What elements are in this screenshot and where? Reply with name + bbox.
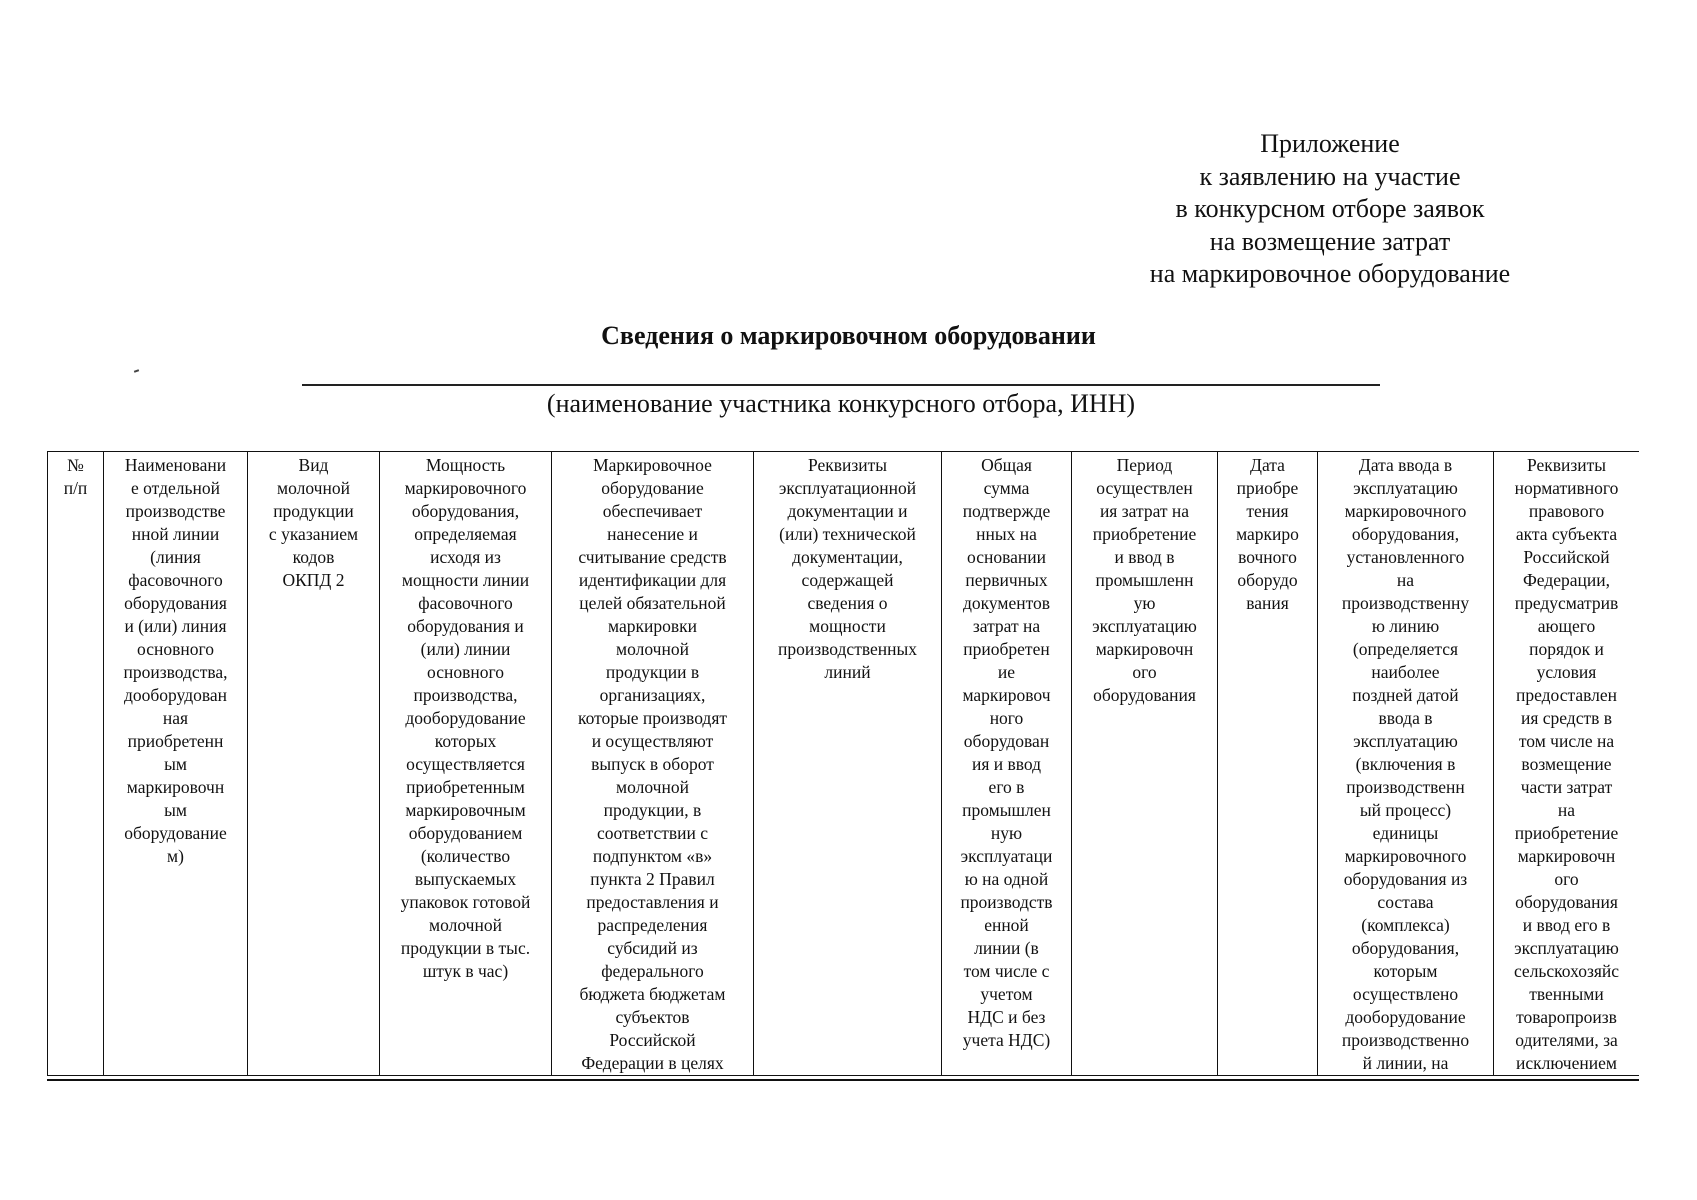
participant-caption: (наименование участника конкурсного отбора, ИНН) — [546, 389, 1136, 418]
appendix-line: в конкурсном отборе заявок — [1175, 194, 1485, 223]
appendix-line: на маркировочное оборудование — [1149, 259, 1511, 288]
header-cell-product-type: Вид молочной продукции с указанием кодов ОКПД 2 — [248, 452, 380, 1076]
participant-name-line — [302, 384, 1380, 386]
header-cell-commissioning-date: Дата ввода в эксплуатацию маркировочного оборудования, установленного на производственну ю линию (определяется наиболее поздней датой ввода в эксплуатацию (включения в производственн ый процесс) единицы маркировочного оборудования из состава (комплекса) оборудования, которым осуществлено дооборудование производственно й линии, на — [1318, 452, 1494, 1076]
equipment-table — [47, 451, 1639, 1076]
header-cell-line-name: Наименовани е отдельной производстве нной линии (линия фасовочного оборудования и (или) линия основного производства, дооборудован ная приобретенн ым маркировочн ым оборудование м) — [104, 452, 248, 1076]
header-cell-number: № п/п — [48, 452, 104, 1076]
appendix-line: Приложение — [1260, 129, 1400, 158]
header-cell-cost-period: Период осуществлен ия затрат на приобретение и ввод в промышленн ую эксплуатацию маркировочн ого оборудования — [1072, 452, 1218, 1076]
header-cell-total-amount: Общая сумма подтвержде нных на основании первичных документов затрат на приобретен ие маркировоч ного оборудован ия и ввод его в промышлен ную эксплуатаци ю на одной производств енной линии (в том числе с учетом НДС и без учета НДС) — [942, 452, 1072, 1076]
header-cell-documentation: Реквизиты эксплуатационной документации и (или) технической документации, содержащей сведения о мощности производственных линий — [754, 452, 942, 1076]
scan-speck — [134, 369, 139, 373]
document-title: Сведения о маркировочном оборудовании — [601, 321, 1096, 350]
table-header-row — [48, 452, 1640, 1076]
header-cell-legal-act: Реквизиты нормативного правового акта субъекта Российской Федерации, предусматрив ающего порядок и условия предоставлен ия средств в том числе на возмещение части затрат на приобретение маркировочн ого оборудования и ввод его в эксплуатацию сельскохозяйс твенными товаропроизв одителями, за исключением — [1494, 452, 1640, 1076]
appendix-block — [1080, 128, 1580, 291]
appendix-line: на возмещение затрат — [1209, 226, 1451, 256]
header-cell-purchase-date: Дата приобре тения маркиро вочного оборудо вания — [1218, 452, 1318, 1076]
header-cell-equipment-function: Маркировочное оборудование обеспечивает нанесение и считывание средств идентификации для целей обязательной маркировки молочной продукции в организациях, которые производят и осуществляют выпуск в оборот молочной продукции, в соответствии с подпунктом «в» пункта 2 Правил предоставления и распределения субсидий из федерального бюджета бюджетам субъектов Российской Федерации в целях — [552, 452, 754, 1076]
appendix-line: к заявлению на участие — [1199, 161, 1461, 191]
equipment-table-wrapper — [47, 451, 1639, 1081]
header-cell-capacity: Мощность маркировочного оборудования, определяемая исходя из мощности линии фасовочного оборудования и (или) линии основного производства, дооборудование которых осуществляется приобретенным маркировочным оборудованием (количество выпускаемых упаковок готовой молочной продукции в тыс. штук в час) — [380, 452, 552, 1076]
